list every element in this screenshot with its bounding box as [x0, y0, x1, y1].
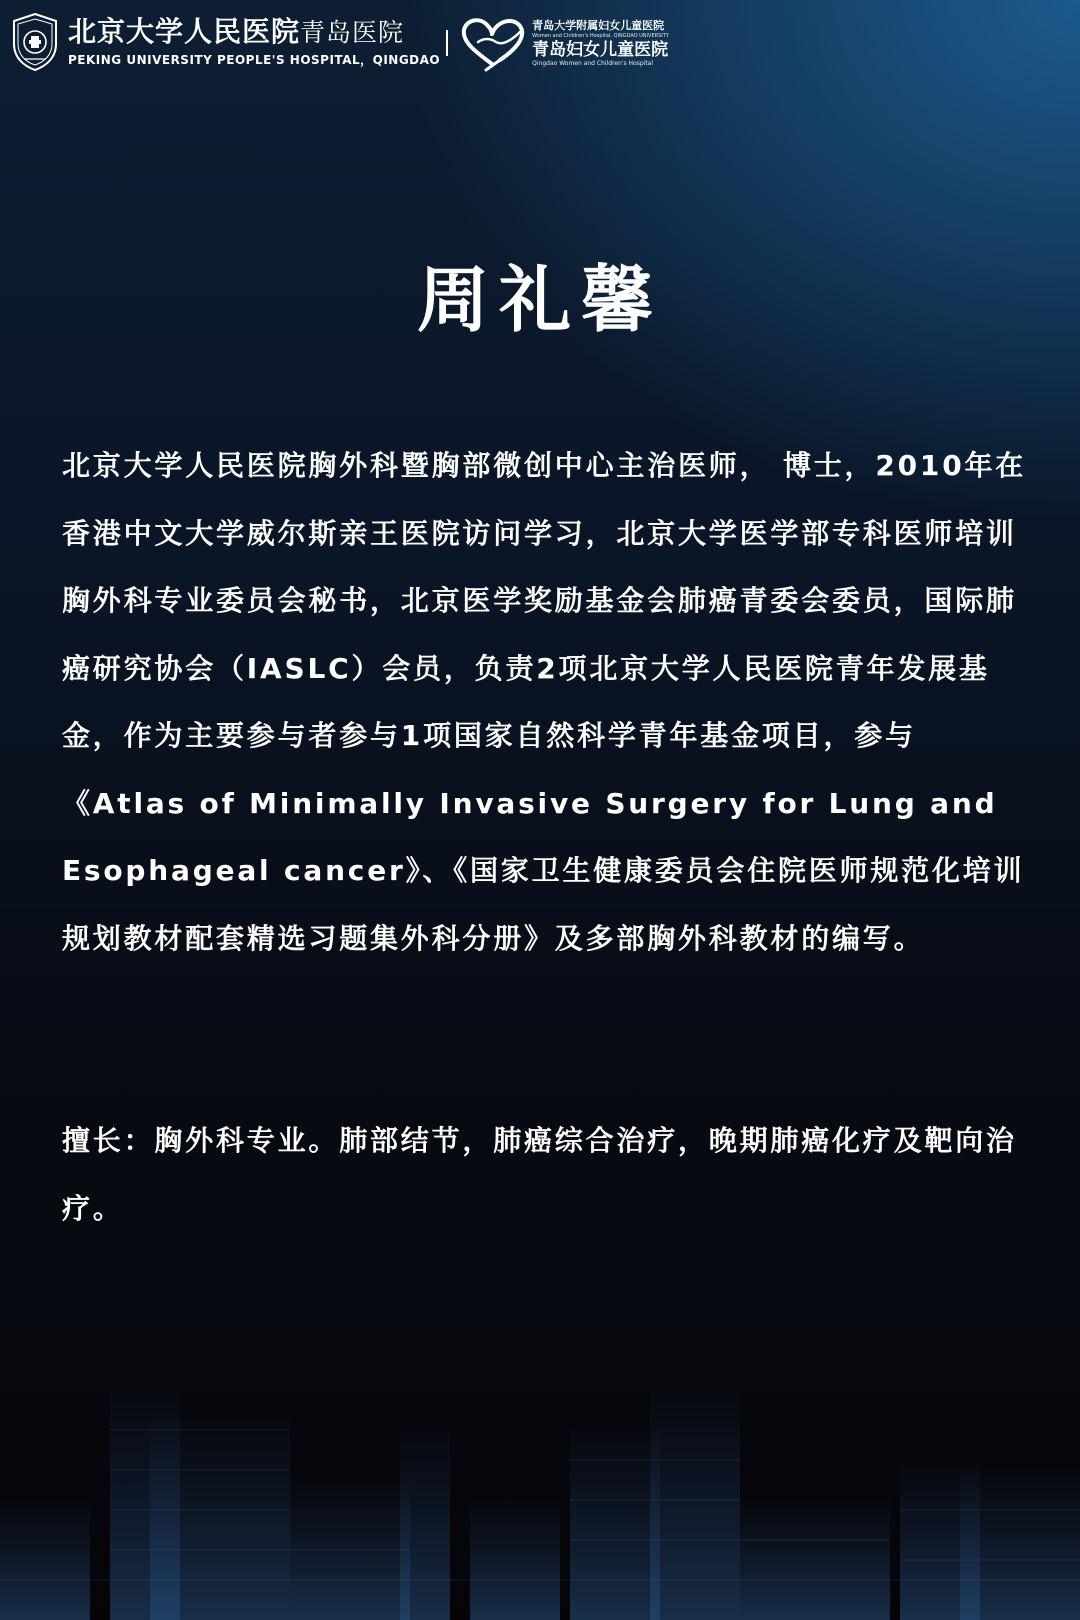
partner-name-en: Qingdao Women and Children's Hospital: [532, 59, 654, 67]
hospital-name-cn-main: 北京大学人民医院: [68, 15, 301, 48]
partner-name-cn-small: 青岛大学附属妇女儿童医院: [532, 18, 665, 32]
partner-name-cn: 青岛妇女儿童医院: [532, 39, 669, 60]
city-skyline: [0, 1320, 1080, 1620]
hospital-name-cn: [68, 16, 440, 49]
partner-hospital: [532, 17, 669, 68]
hospital-name-cn-suffix: 青岛医院: [300, 18, 405, 47]
hospital-name: [68, 16, 440, 68]
doctor-bio: 北京大学人民医院胸外科暨胸部微创中心主治医师， 博士，2010年在香港中文大学威尔斯亲王医院访问学习，北京大学医学部专科医师培训胸外科专业委员会秘书，北京医学奖励基金会肺癌青委会委员，国际肺癌研究协会（IASLC）会员，负责2项北京大学人民医院青年发展基金，作为主要参与者参与1项国家自然科学青年基金项目，参与《Atlas of Minimally Invasive Surgery for Lung and Esophageal cancer》、《国家卫生健康委员会住院医师规范化培训规划教材配套精选习题集外科分册》及多部胸外科教材的编写。: [62, 449, 1027, 955]
hospital-seal-icon: [10, 12, 60, 72]
hospital-name-en: PEKING UNIVERSITY PEOPLE'S HOSPITAL，QINGDAO: [68, 53, 441, 67]
doctor-specialty: 擅长：胸外科专业。肺部结节，肺癌综合治疗，晚期肺癌化疗及靶向治疗。: [62, 1124, 1017, 1225]
header: [10, 10, 700, 74]
header-divider: [446, 30, 448, 56]
doctor-name: 周礼馨: [416, 258, 663, 342]
heart-logo-icon: [456, 12, 528, 72]
partner-name-en-small: Women and Children's Hospital, QINGDAO UNIVERSITY: [532, 32, 669, 39]
